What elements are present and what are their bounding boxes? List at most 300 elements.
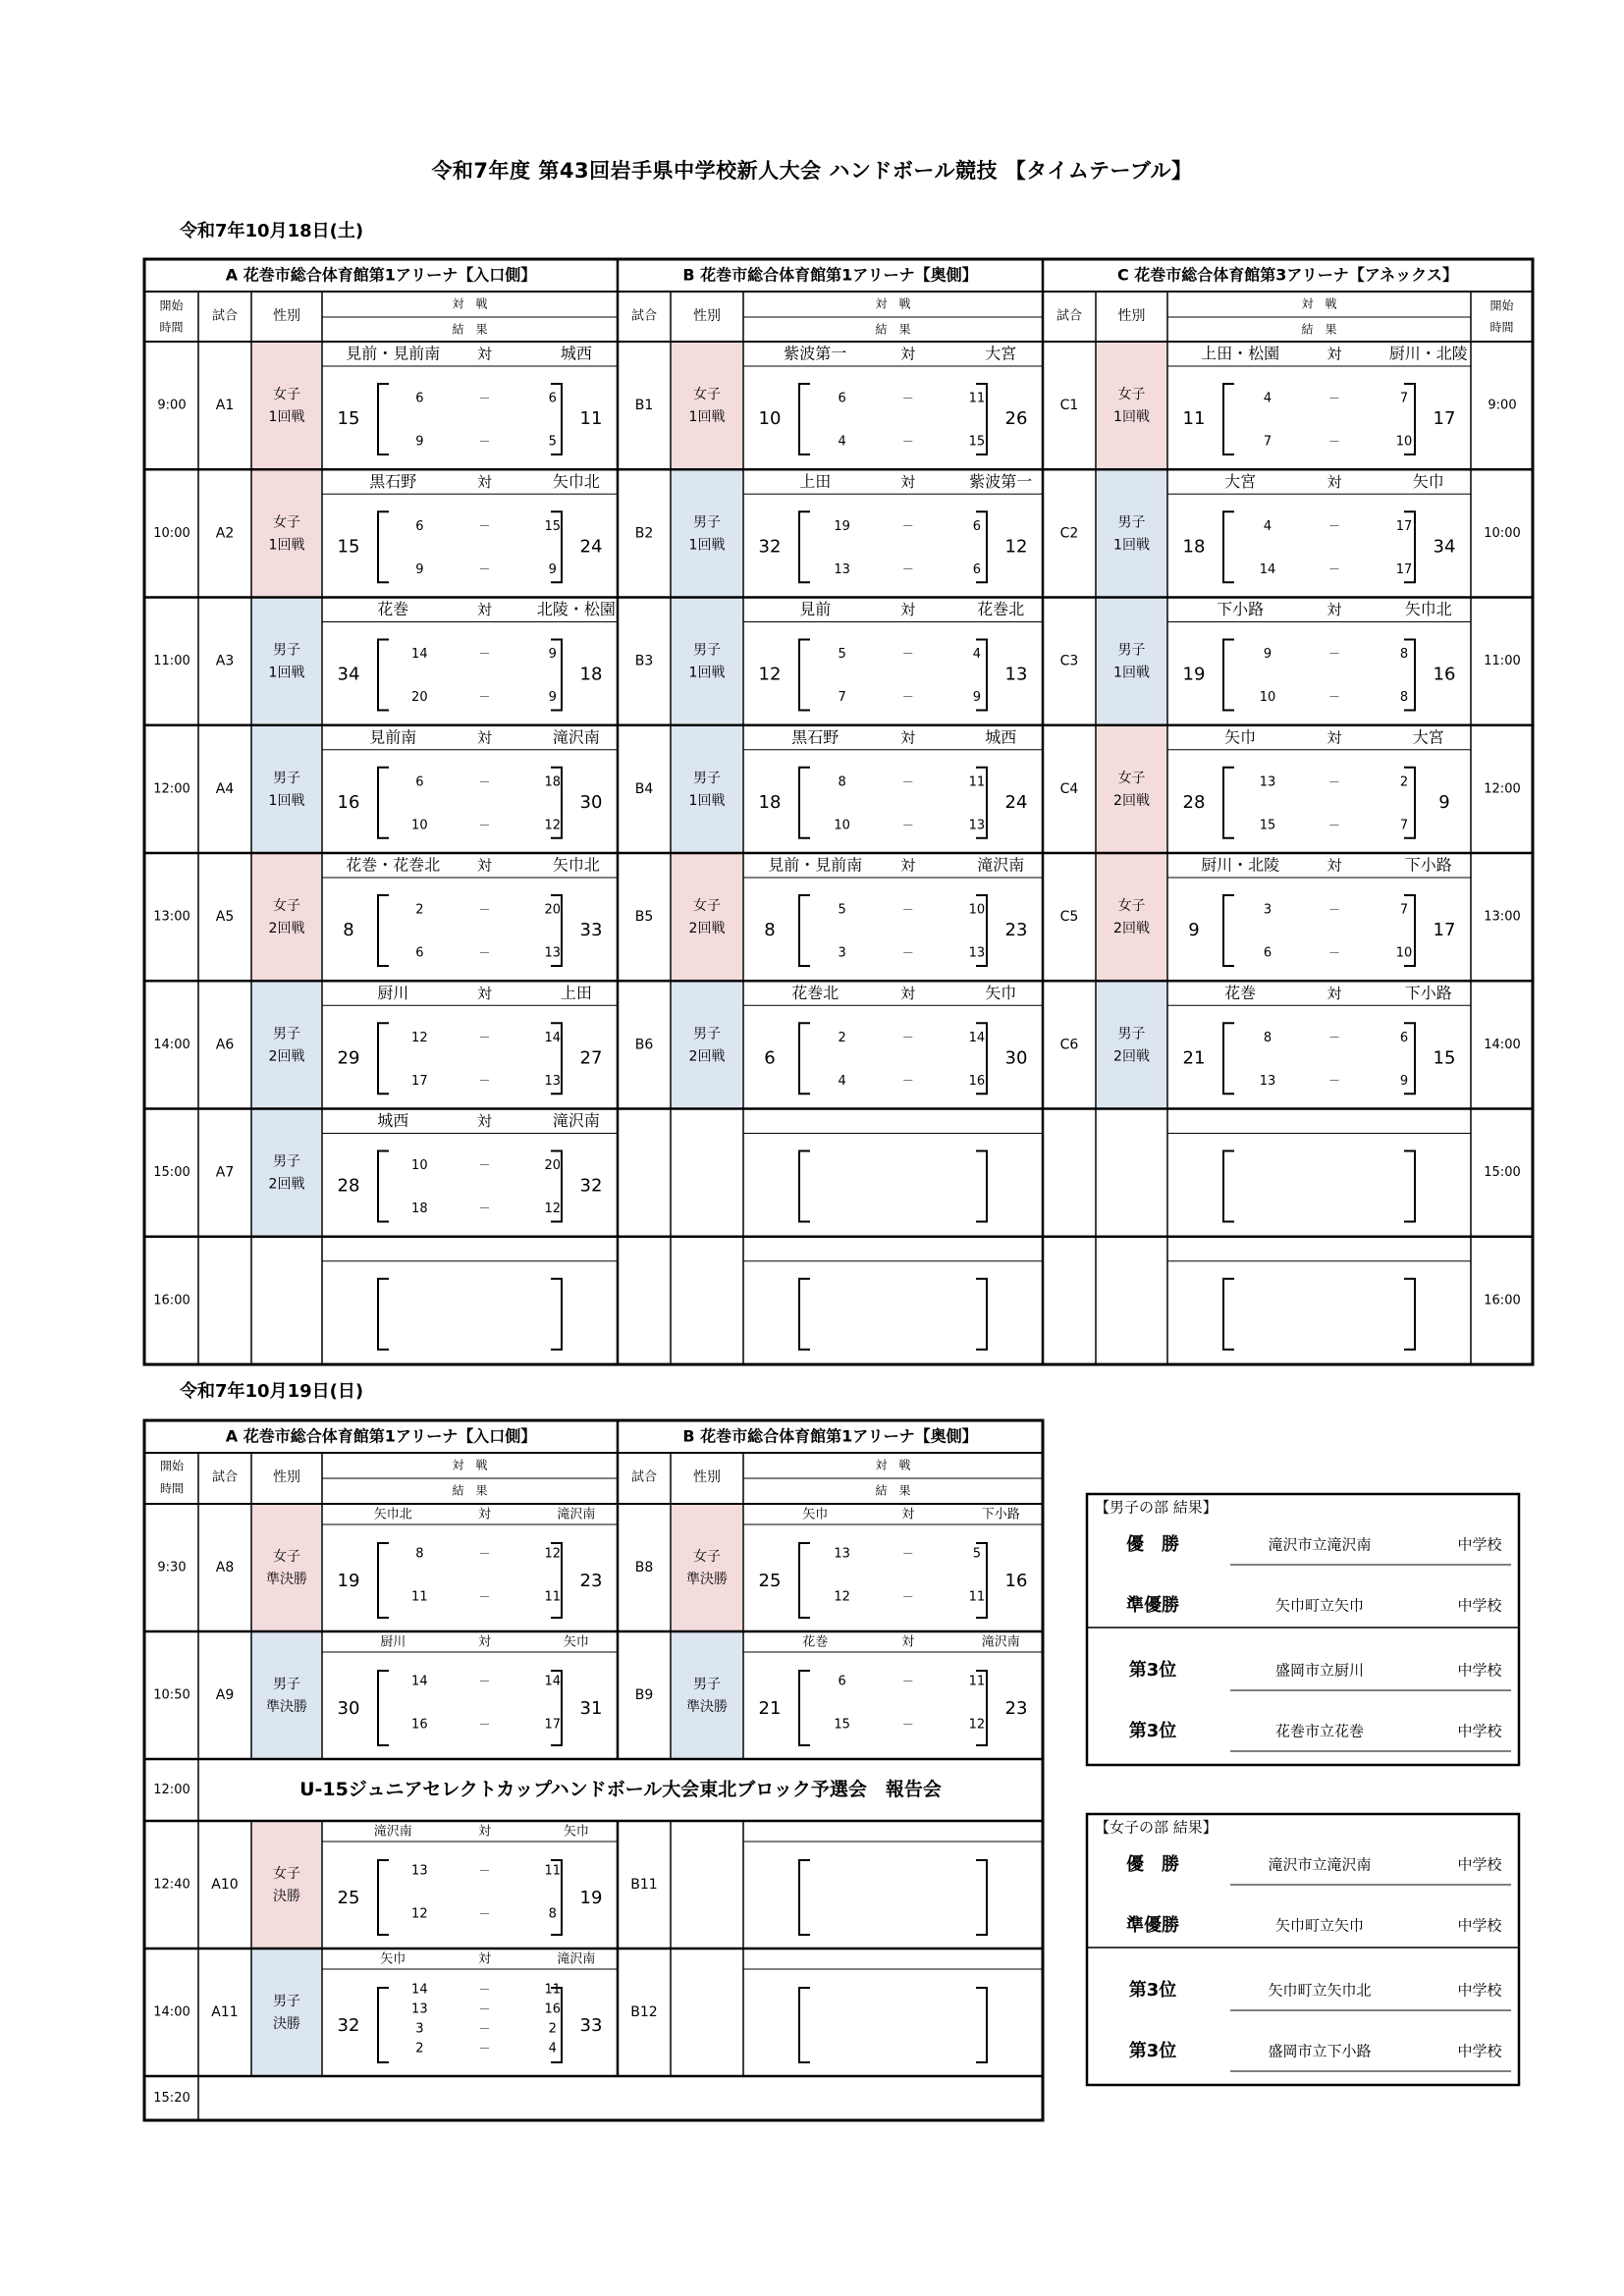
- score-bracket: [799, 640, 987, 711]
- half2-score-team1: 15: [1259, 818, 1276, 833]
- gender-label: 女子: [273, 387, 300, 403]
- period-score-team2: 11: [544, 1589, 562, 1605]
- versus-mark: 対: [900, 856, 916, 875]
- team1-name: 見前南: [369, 727, 417, 747]
- result-school: 盛岡市立下小路: [1268, 2042, 1372, 2060]
- team1-name: 黒石野: [791, 727, 839, 747]
- score-bracket: [378, 1023, 562, 1094]
- match-id: B2: [634, 525, 654, 542]
- header-start-time: 時間: [159, 320, 184, 335]
- gender-cell-fill: [672, 599, 742, 724]
- score-team1: 8: [764, 920, 776, 940]
- score-dash: －: [1327, 434, 1340, 449]
- score-team2: 27: [579, 1047, 603, 1069]
- score-dash: －: [1327, 391, 1340, 405]
- half1-score-team1: 14: [411, 647, 428, 662]
- gender-cell-fill: [672, 1505, 742, 1630]
- score-team1: 21: [758, 1698, 782, 1719]
- gender-label: 男子: [693, 770, 721, 786]
- gender-cell-fill: [672, 726, 742, 852]
- versus-mark: 対: [900, 472, 916, 491]
- header-gender: 性別: [273, 1469, 300, 1485]
- score-dash: －: [901, 774, 914, 789]
- score-team2: 9: [1438, 791, 1450, 813]
- start-time: 16:00: [1484, 1293, 1521, 1308]
- period-score-team1: 3: [415, 2021, 424, 2037]
- gender-cell-fill: [672, 1632, 742, 1758]
- score-dash: －: [478, 391, 491, 405]
- score-dash: －: [901, 518, 914, 533]
- score-team2: 34: [1433, 536, 1456, 558]
- result-school: 矢巾町立矢巾: [1274, 1596, 1365, 1615]
- score-team1: 18: [1182, 536, 1206, 558]
- team1-name: 矢巾: [1224, 727, 1257, 747]
- half1-score-team2: 14: [968, 1030, 986, 1045]
- half2-score-team2: 9: [1399, 1073, 1409, 1089]
- header-start-time: 開始: [159, 298, 184, 313]
- score-team1: 11: [1182, 408, 1206, 429]
- period-score-team1: 15: [834, 1717, 850, 1733]
- score-team1: 30: [337, 1698, 360, 1719]
- score-team2: 32: [579, 1175, 603, 1197]
- score-team1: 29: [337, 1047, 360, 1069]
- team2-name: 紫波第一: [969, 471, 1033, 491]
- score-dash: －: [478, 1158, 491, 1172]
- team2-name: 滝沢南: [552, 1111, 600, 1130]
- gender-label: 女子: [273, 514, 300, 531]
- round-label: 2回戦: [1113, 921, 1150, 937]
- score-dash: －: [478, 2041, 491, 2056]
- match-id: A10: [211, 1877, 239, 1893]
- half2-score-team2: 6: [972, 561, 982, 577]
- half1-score-team2: 6: [1399, 1030, 1409, 1045]
- score-dash: －: [478, 774, 491, 789]
- team1-name: 花巻北: [791, 983, 839, 1002]
- gender-cell-fill: [252, 1822, 321, 1948]
- match-id: B4: [634, 780, 654, 797]
- result-place: 優 勝: [1126, 1534, 1179, 1555]
- half2-score-team1: 6: [415, 945, 424, 961]
- versus-mark: 対: [478, 1634, 492, 1650]
- header-result: 結 果: [452, 1483, 488, 1498]
- start-time: 14:00: [153, 2004, 190, 2020]
- header-result: 結 果: [452, 322, 488, 337]
- start-time: 9:00: [157, 398, 187, 413]
- half2-score-team2: 12: [544, 1201, 562, 1216]
- start-time: 14:00: [1484, 1037, 1521, 1052]
- half2-score-team1: 18: [411, 1201, 428, 1216]
- half1-score-team2: 20: [544, 902, 562, 918]
- score-dash: －: [901, 945, 914, 960]
- half2-score-team1: 10: [411, 818, 428, 833]
- match-id: B9: [634, 1687, 654, 1703]
- score-dash: －: [901, 1589, 914, 1604]
- period-score-team2: 16: [544, 2002, 562, 2017]
- score-dash: －: [901, 902, 914, 917]
- versus-mark: 対: [900, 345, 916, 363]
- score-dash: －: [1327, 902, 1340, 917]
- versus-mark: 対: [477, 728, 493, 747]
- score-bracket: [799, 1988, 987, 2062]
- half1-score-team2: 6: [972, 518, 982, 534]
- match-id: C4: [1059, 780, 1079, 797]
- gender-label: 女子: [1117, 387, 1146, 403]
- result-suffix: 中学校: [1457, 1722, 1502, 1740]
- score-dash: －: [901, 1674, 914, 1688]
- page-title: 令和7年度 第43回岩手県中学校新人大会 ハンドボール競技 【タイムテーブル】: [431, 159, 1193, 183]
- score-bracket: [799, 1023, 987, 1094]
- half1-score-team2: 4: [972, 647, 982, 662]
- score-bracket: [1223, 1023, 1415, 1094]
- versus-mark: 対: [1326, 984, 1342, 1002]
- versus-mark: 対: [901, 1507, 915, 1522]
- court-name-b: B 花巻市総合体育館第1アリーナ【奥側】: [682, 265, 978, 285]
- header-start-time: 時間: [159, 1481, 185, 1496]
- start-time: 16:00: [153, 1293, 190, 1308]
- gender-label: 女子: [693, 387, 721, 403]
- match-id: A4: [215, 780, 235, 797]
- score-team1: 28: [337, 1175, 360, 1197]
- period-score-team2: 11: [968, 1589, 986, 1605]
- score-dash: －: [478, 945, 491, 960]
- match-id: A3: [215, 653, 235, 669]
- court-name-a: A 花巻市総合体育館第1アリーナ【入口側】: [225, 265, 537, 285]
- versus-mark: 対: [1326, 856, 1342, 875]
- half1-score-team1: 6: [415, 391, 424, 406]
- round-label: 1回戦: [688, 409, 726, 426]
- header-start-time: 開始: [1489, 298, 1514, 313]
- score-team2: 23: [579, 1571, 603, 1591]
- half1-score-team2: 7: [1399, 902, 1409, 918]
- header-result: 結 果: [875, 1483, 911, 1498]
- gender-label: 男子: [273, 770, 300, 786]
- versus-mark: 対: [1326, 728, 1342, 747]
- score-team1: 15: [337, 536, 360, 558]
- gender-cell-fill: [252, 1632, 321, 1758]
- score-dash: －: [478, 1982, 491, 1997]
- score-dash: －: [901, 690, 914, 704]
- start-time: 13:00: [153, 909, 190, 925]
- start-time: 15:00: [153, 1165, 190, 1181]
- gender-label: 男子: [273, 1026, 300, 1042]
- half2-score-team1: 7: [1263, 434, 1272, 450]
- half1-score-team1: 3: [1263, 902, 1272, 918]
- result-suffix: 中学校: [1457, 1535, 1502, 1554]
- header-match: 試合: [211, 308, 239, 324]
- score-dash: －: [478, 1717, 491, 1732]
- header-gender: 性別: [693, 1469, 721, 1485]
- round-label: 準決勝: [266, 1699, 307, 1715]
- score-team2: 30: [579, 791, 603, 813]
- gender-label: 男子: [1117, 1026, 1146, 1042]
- team1-name: 花巻: [377, 600, 409, 618]
- score-team1: 32: [758, 536, 782, 558]
- score-dash: －: [478, 1589, 491, 1604]
- gender-cell-fill: [1097, 854, 1166, 980]
- half2-score-team2: 8: [1399, 690, 1409, 705]
- team2-name: 下小路: [1404, 983, 1452, 1002]
- score-dash: －: [1327, 1030, 1340, 1044]
- versus-mark: 対: [477, 1112, 493, 1130]
- versus-mark: 対: [1326, 472, 1342, 491]
- team2-name: 城西: [985, 727, 1017, 747]
- gender-cell-fill: [252, 1949, 321, 2075]
- header-match: 試合: [630, 1469, 658, 1485]
- team1-name: 厨川・北陵: [1201, 855, 1280, 875]
- score-team2: 31: [579, 1698, 603, 1719]
- versus-mark: 対: [1326, 345, 1342, 363]
- gender-cell-fill: [1097, 982, 1166, 1107]
- half2-score-team2: 13: [968, 945, 986, 961]
- score-dash: －: [901, 1546, 914, 1561]
- score-team2: 33: [579, 2015, 603, 2036]
- team1-name: 花巻・花巻北: [346, 855, 441, 875]
- team1-name: 上田: [799, 471, 832, 491]
- start-time: 10:00: [1484, 525, 1521, 541]
- team2-name: 上田: [560, 983, 592, 1002]
- team1-name: 上田・松園: [1201, 344, 1280, 363]
- result-place: 第3位: [1128, 1980, 1177, 2001]
- start-time: 9:30: [157, 1560, 187, 1575]
- start-time: 11:00: [1484, 654, 1521, 669]
- result-place: 第3位: [1128, 1660, 1177, 1681]
- score-team2: 24: [579, 536, 603, 558]
- score-dash: －: [901, 647, 914, 661]
- score-team1: 28: [1182, 791, 1206, 813]
- gender-label: 女子: [273, 898, 300, 915]
- half1-score-team2: 8: [1399, 647, 1409, 662]
- versus-mark: 対: [900, 601, 916, 618]
- score-dash: －: [1327, 818, 1340, 832]
- score-team2: 16: [1004, 1571, 1028, 1591]
- gender-cell-fill: [672, 470, 742, 596]
- half1-score-team1: 4: [1263, 391, 1272, 406]
- half2-score-team1: 13: [834, 561, 850, 577]
- round-label: 1回戦: [268, 792, 305, 809]
- round-label: 1回戦: [268, 537, 305, 554]
- start-time: 10:00: [153, 525, 190, 541]
- half2-score-team2: 15: [968, 434, 986, 450]
- gender-cell-fill: [1097, 726, 1166, 852]
- match-id: A7: [215, 1164, 235, 1181]
- match-id: C6: [1059, 1037, 1079, 1053]
- period-score-team1: 12: [834, 1589, 850, 1605]
- versus-mark: 対: [478, 1951, 492, 1967]
- half1-score-team1: 8: [838, 774, 846, 790]
- score-bracket: [378, 1543, 562, 1618]
- gender-label: 男子: [273, 642, 300, 659]
- versus-mark: 対: [477, 856, 493, 875]
- score-dash: －: [1327, 561, 1340, 576]
- half1-score-team2: 7: [1399, 391, 1409, 406]
- result-suffix: 中学校: [1457, 1596, 1502, 1615]
- half2-score-team2: 10: [1395, 945, 1413, 961]
- half2-score-team1: 4: [838, 1073, 846, 1089]
- team1-name: 矢巾北: [373, 1507, 412, 1522]
- round-label: 決勝: [273, 2016, 300, 2032]
- results-heading: 【男子の部 結果】: [1095, 1498, 1218, 1517]
- half1-score-team1: 6: [415, 518, 424, 534]
- start-time: 12:00: [1484, 781, 1521, 797]
- score-dash: －: [478, 1546, 491, 1561]
- half1-score-team2: 11: [968, 391, 986, 406]
- team2-name: 北陵・松園: [536, 600, 616, 618]
- gender-cell-fill: [672, 982, 742, 1107]
- half2-score-team1: 14: [1259, 561, 1276, 577]
- score-team1: 32: [337, 2015, 360, 2036]
- team1-name: 黒石野: [369, 471, 417, 491]
- team2-name: 滝沢南: [977, 855, 1025, 875]
- score-dash: －: [478, 434, 491, 449]
- half2-score-team2: 13: [968, 818, 986, 833]
- round-label: 2回戦: [268, 921, 305, 937]
- round-label: 2回戦: [1113, 792, 1150, 809]
- results-heading: 【女子の部 結果】: [1095, 1818, 1218, 1837]
- half2-score-team2: 9: [548, 690, 557, 705]
- versus-mark: 対: [900, 984, 916, 1002]
- match-id: C5: [1059, 909, 1079, 926]
- team2-name: 矢巾北: [552, 471, 600, 491]
- gender-cell-fill: [672, 854, 742, 980]
- match-id: A11: [211, 2004, 239, 2020]
- half2-score-team1: 20: [411, 690, 428, 705]
- score-dash: －: [1327, 518, 1340, 533]
- half1-score-team2: 17: [1395, 518, 1413, 534]
- result-school: 滝沢市立滝沢南: [1268, 1535, 1372, 1554]
- score-dash: －: [1327, 1073, 1340, 1088]
- score-bracket: [1223, 1279, 1415, 1350]
- score-dash: －: [901, 1030, 914, 1044]
- result-place: 第3位: [1128, 2041, 1177, 2061]
- header-result: 結 果: [875, 322, 911, 337]
- score-team2: 13: [1004, 664, 1028, 685]
- gender-label: 男子: [1117, 514, 1146, 531]
- half1-score-team2: 20: [544, 1158, 562, 1173]
- score-bracket: [799, 384, 987, 454]
- team1-name: 城西: [377, 1111, 409, 1130]
- period-score-team2: 5: [972, 1546, 982, 1562]
- team2-name: 厨川・北陵: [1388, 344, 1468, 363]
- match-id: B11: [630, 1877, 658, 1893]
- result-school: 花巻市立花巻: [1274, 1722, 1365, 1740]
- score-bracket: [378, 1279, 562, 1350]
- half2-score-team1: 10: [834, 818, 850, 833]
- score-team1: 19: [337, 1571, 360, 1591]
- half1-score-team1: 10: [411, 1158, 428, 1173]
- score-bracket: [378, 768, 562, 838]
- half2-score-team2: 16: [968, 1073, 986, 1089]
- header-gender: 性別: [693, 308, 721, 324]
- half1-score-team2: 15: [544, 518, 562, 534]
- score-dash: －: [478, 1073, 491, 1088]
- half2-score-team2: 12: [544, 818, 562, 833]
- score-team1: 12: [758, 664, 782, 685]
- match-id: B5: [634, 909, 654, 926]
- gender-label: 女子: [273, 1866, 300, 1882]
- half1-score-team1: 5: [838, 902, 846, 918]
- gender-label: 女子: [1117, 898, 1146, 915]
- team2-name: 大宮: [1412, 727, 1444, 747]
- period-score-team1: 13: [411, 1863, 428, 1879]
- result-place: 準優勝: [1126, 1915, 1179, 1936]
- gender-cell-fill: [252, 726, 321, 852]
- score-bracket: [1223, 640, 1415, 711]
- round-label: 2回戦: [268, 1176, 305, 1193]
- match-id: A9: [215, 1687, 235, 1703]
- half2-score-team1: 9: [415, 434, 424, 450]
- score-dash: －: [478, 561, 491, 576]
- team1-name: 紫波第一: [784, 344, 847, 363]
- result-school: 盛岡市立厨川: [1274, 1661, 1365, 1680]
- result-suffix: 中学校: [1457, 1661, 1502, 1680]
- gender-cell-fill: [252, 343, 321, 468]
- score-dash: －: [1327, 690, 1340, 704]
- day2-date: 令和7年10月19日(日): [180, 1381, 364, 1402]
- team2-name: 矢巾: [985, 983, 1017, 1002]
- score-dash: －: [1327, 774, 1340, 789]
- gender-cell-fill: [252, 1110, 321, 1236]
- score-dash: －: [478, 518, 491, 533]
- start-time: 12:40: [153, 1877, 190, 1893]
- gender-cell-fill: [252, 982, 321, 1107]
- header-match: 試合: [1056, 308, 1083, 324]
- header-start-time: 時間: [1489, 320, 1514, 335]
- gender-label: 男子: [693, 1026, 721, 1042]
- gender-label: 男子: [693, 1677, 721, 1692]
- start-time: 12:00: [153, 781, 190, 797]
- score-dash: －: [478, 1201, 491, 1215]
- score-bracket: [378, 895, 562, 966]
- gender-label: 女子: [693, 1549, 721, 1565]
- start-time: 9:00: [1488, 398, 1517, 413]
- match-id: B3: [634, 653, 654, 669]
- team2-name: 矢巾: [563, 1634, 589, 1650]
- score-team2: 23: [1004, 1698, 1028, 1719]
- match-id: C2: [1059, 525, 1079, 542]
- score-team1: 19: [1182, 664, 1206, 685]
- period-score-team1: 14: [411, 1982, 428, 1998]
- versus-mark: 対: [477, 345, 493, 363]
- score-team1: 18: [758, 791, 782, 813]
- team1-name: 花巻: [1224, 983, 1257, 1002]
- period-score-team2: 4: [548, 2041, 557, 2056]
- score-dash: －: [901, 434, 914, 449]
- round-label: 1回戦: [688, 665, 726, 681]
- team1-name: 見前・見前南: [768, 855, 863, 875]
- score-bracket: [378, 1151, 562, 1222]
- period-score-team2: 11: [544, 1982, 562, 1998]
- gender-label: 女子: [273, 1549, 300, 1565]
- start-time: 15:20: [153, 2091, 190, 2106]
- match-id: C1: [1059, 398, 1079, 414]
- round-label: 1回戦: [268, 409, 305, 426]
- score-team2: 30: [1004, 1047, 1028, 1069]
- period-score-team2: 12: [544, 1546, 562, 1562]
- half1-score-team2: 6: [548, 391, 557, 406]
- round-label: 準決勝: [686, 1699, 728, 1715]
- team1-name: 滝沢南: [373, 1824, 412, 1840]
- half1-score-team2: 2: [1399, 774, 1409, 790]
- half1-score-team1: 2: [838, 1030, 846, 1045]
- score-bracket: [799, 1279, 987, 1350]
- half2-score-team2: 13: [544, 945, 562, 961]
- score-team2: 19: [579, 1888, 603, 1908]
- score-bracket: [1223, 511, 1415, 582]
- team1-name: 大宮: [1224, 471, 1257, 491]
- round-label: 決勝: [273, 1889, 300, 1904]
- team1-name: 厨川: [377, 983, 409, 1002]
- court-name-c: C 花巻市総合体育館第3アリーナ【アネックス】: [1116, 265, 1459, 285]
